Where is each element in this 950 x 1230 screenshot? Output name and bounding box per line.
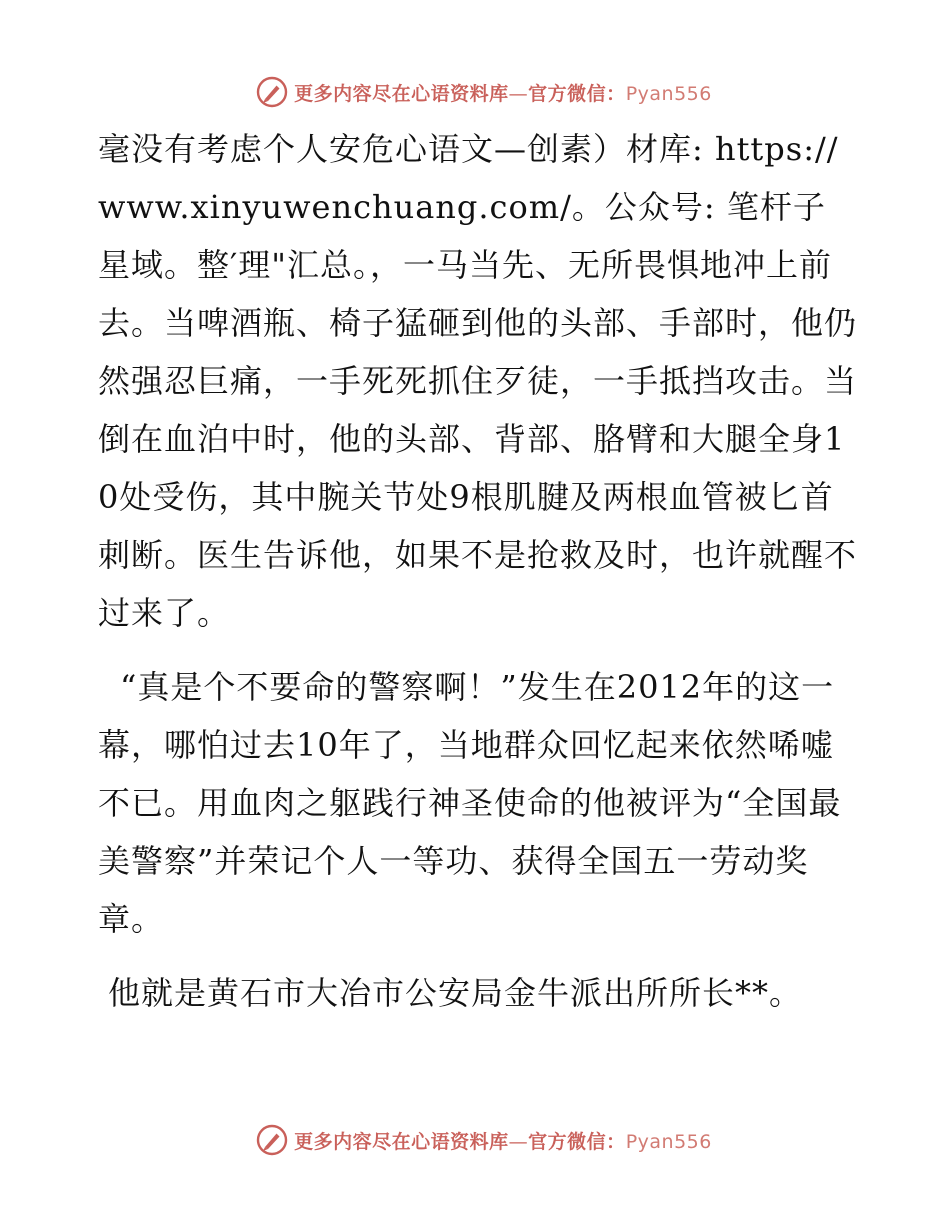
paragraph-2: “真是个不要命的警察啊！”发生在2012年的这一幕，哪怕过去10年了，当地群众回忆起来依然唏嘘不已。用血肉之躯践行神圣使命的他被评为“全国最美警察”并荣记个人一等功、获得全国五一劳动奖章。: [98, 668, 842, 938]
header-watermark-banner: [0, 72, 950, 112]
footer-banner-separator: —: [508, 1130, 529, 1153]
header-banner-inner: [256, 76, 712, 108]
footer-banner-cn: 更多内容尽在心语资料库: [294, 1130, 509, 1153]
footer-banner-text: [294, 1127, 712, 1154]
header-banner-separator: —: [508, 82, 529, 105]
header-banner-cn: 更多内容尽在心语资料库: [294, 82, 509, 105]
footer-banner-wechat-id: Pyan556: [625, 1130, 712, 1153]
quill-logo-icon: [256, 1124, 288, 1156]
footer-banner-cn2: 官方微信：: [528, 1130, 626, 1153]
footer-watermark-banner: [0, 1120, 950, 1160]
document-body: [98, 120, 858, 1022]
header-banner-text: [294, 79, 712, 106]
header-banner-cn2: 官方微信：: [528, 82, 626, 105]
footer-banner-inner: [256, 1124, 712, 1156]
header-banner-wechat-id: Pyan556: [625, 82, 712, 105]
paragraph-3: 他就是黄石市大冶市公安局金牛派出所所长**。: [108, 974, 803, 1012]
paragraph-1: 毫没有考虑个人安危心语文—创素）材库: https://www.xinyuwenchuang.com/。公众号: 笔杆子星域。整′理"汇总。，一马当先、无所畏惧地冲上前去。当啤酒瓶、椅子猛砸到他的头部、手部时，他仍然强忍巨痛，一手死死抓住歹徒，一手抵挡攻击。当倒在血泊中时，他的头部、背部、胳臂和大腿全身10处受伤，其中腕关节处9根肌腱及两根血管被匕首刺断。医生告诉他，如果不是抢救及时，也许就醒不过来了。: [98, 130, 858, 632]
quill-logo-icon: [256, 76, 288, 108]
